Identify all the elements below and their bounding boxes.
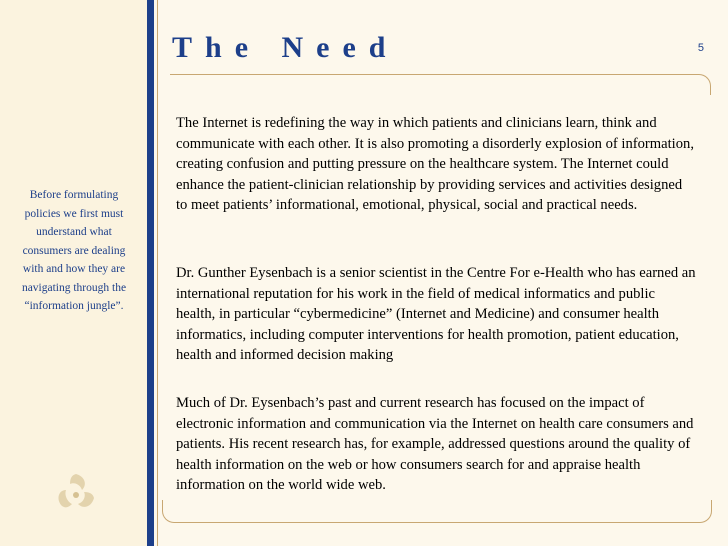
paragraph-internet: The Internet is redefining the way in which patients and clinicians learn, think and communicate with each other. It is also promoting a disorderly explosion of information, creating confusion and putting pressure on the healthcare system. The Internet could enhance the patient-clinician relationship by providing services and activities designed to meet patients’ informational, emotional, physical, social and practical needs. <box>176 115 694 213</box>
vertical-divider-blue <box>147 0 154 546</box>
top-frame-line <box>170 74 711 95</box>
bottom-frame-line <box>162 500 712 523</box>
slide-title: The Need <box>172 31 399 64</box>
vertical-divider-gold <box>157 0 158 546</box>
sidebar-note: Before formulating policies we first must understand what consumers are dealing with and how they are navigating through the “information jungle”. <box>21 189 127 312</box>
paragraph-eysenbach-bio: Dr. Gunther Eysenbach is a senior scientist in the Centre For e-Health who has earned an international reputation for his work in the field of medical informatics and public health, in particular “cybermedicine” (Internet and Medicine) and consumer health informatics, including computer interventions for health promotion, patient education, health and informed decision making <box>176 265 696 363</box>
slide-content <box>176 113 696 493</box>
swirl-logo-icon <box>52 470 100 518</box>
paragraph-eysenbach-research: Much of Dr. Eysenbach’s past and current research has focused on the impact of electronic information and communication via the Internet on health care consumers and patients. His recent research has, for example, addressed questions around the quality of health information on the web or how consumers search for and appraise health information on the world wide web. <box>176 395 694 493</box>
page-number: 5 <box>697 42 704 54</box>
